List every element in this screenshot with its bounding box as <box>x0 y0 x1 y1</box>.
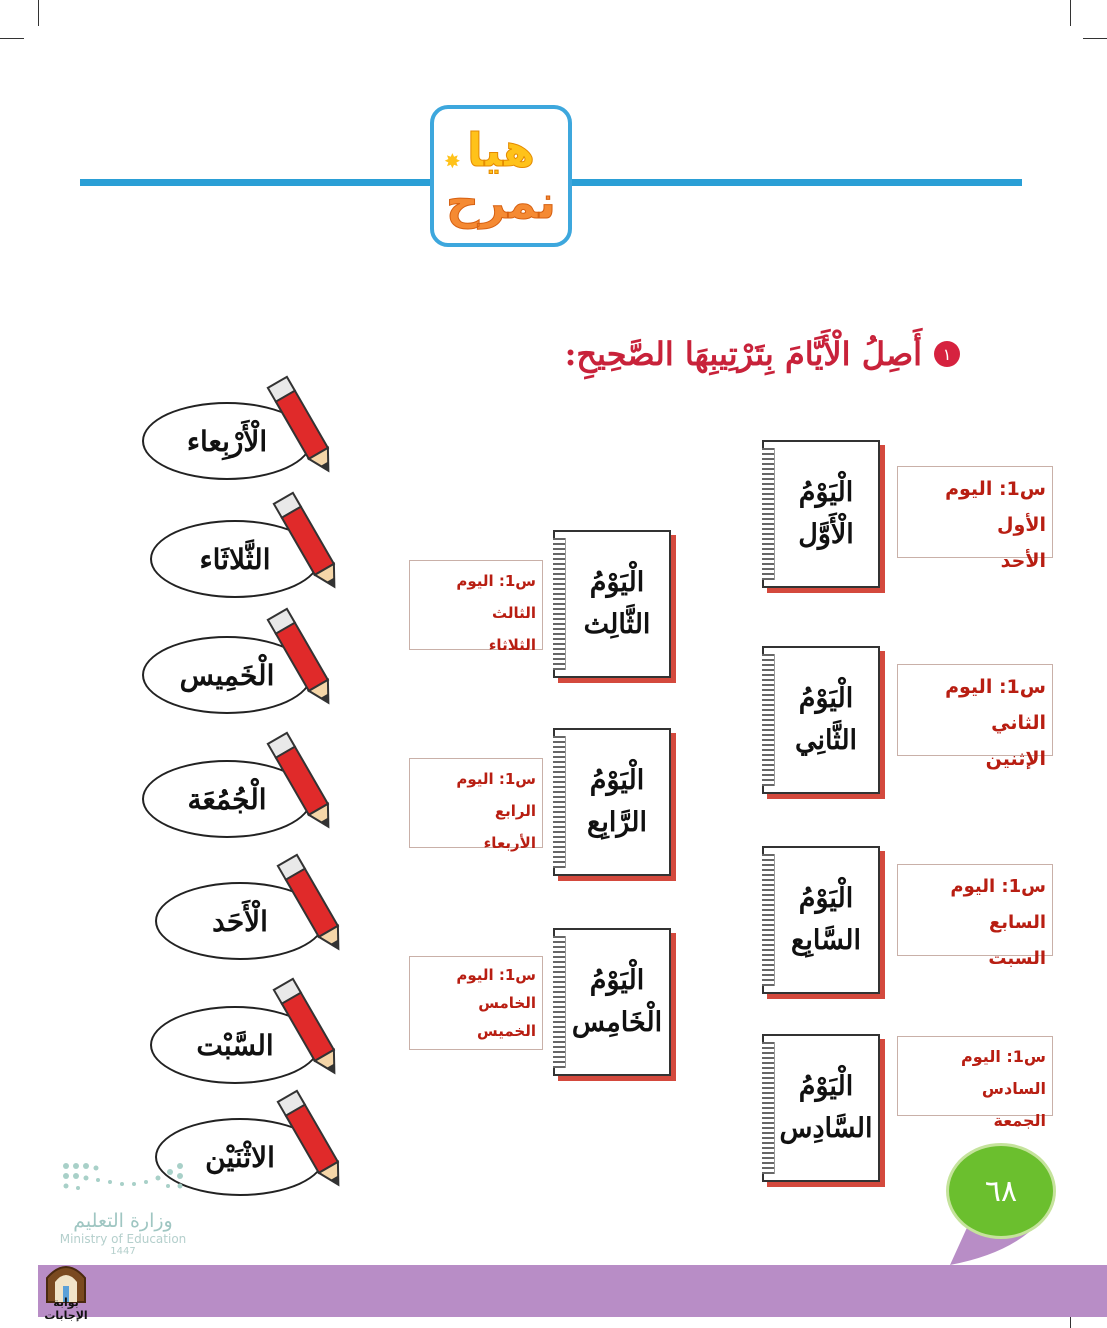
notebook-line1: الْيَوْمُ <box>589 765 645 797</box>
answer-box <box>897 664 1053 770</box>
watermark-text: بوابة الإجابات <box>44 1296 88 1322</box>
answer-box <box>897 466 1053 572</box>
notebook-day-second[interactable] <box>762 646 880 794</box>
ministry-english: Ministry of Education <box>59 1232 187 1246</box>
instruction <box>470 326 960 382</box>
answer-box <box>409 560 543 654</box>
answer-question: س1: اليوم الثالث <box>456 572 536 622</box>
pencil-icon <box>262 372 342 482</box>
crop-mark <box>0 38 24 39</box>
crop-mark <box>1070 0 1071 26</box>
spiral-binding <box>762 854 775 986</box>
day-oval[interactable]: الثَّلاثَاء <box>150 520 320 598</box>
notebook-line2: السَّادِس <box>779 1113 873 1144</box>
answer-question: س1: اليوم السادس <box>961 1047 1046 1098</box>
spiral-binding <box>553 736 566 868</box>
answer-value: الجمعة <box>993 1111 1046 1130</box>
spiral-binding <box>762 448 775 580</box>
notebook-day-first[interactable] <box>762 440 880 588</box>
watermark-logo <box>30 1258 102 1322</box>
dots-pattern-icon <box>58 1160 188 1200</box>
pencil-icon <box>268 974 348 1084</box>
crop-mark <box>38 0 39 26</box>
notebook-line2: الْخَامِس <box>571 1007 663 1038</box>
pencil-icon <box>262 728 342 838</box>
notebook-line1: الْيَوْمُ <box>589 567 645 599</box>
notebook-line1: الْيَوْمُ <box>589 965 645 997</box>
answer-question: س1: اليوم الأول <box>945 478 1046 536</box>
answer-value: الإثنين <box>985 748 1046 770</box>
notebook-day-third[interactable] <box>553 530 671 678</box>
notebook-line1: الْيَوْمُ <box>798 683 854 715</box>
notebook-line2: السَّابِع <box>791 925 861 956</box>
answer-question: س1: اليوم <box>456 966 536 984</box>
badge-line2: نمرح <box>446 175 556 229</box>
notebook-line1: الْيَوْمُ <box>798 1071 854 1103</box>
pencil-icon <box>268 488 348 598</box>
day-oval[interactable]: الْأَحَد <box>155 882 325 960</box>
notebook-line2: الرَّابِع <box>587 807 648 838</box>
pencil-icon <box>272 850 352 960</box>
answer-question: س1: اليوم السابع <box>950 876 1046 933</box>
spiral-binding <box>553 936 566 1068</box>
notebook-line2: الثَّالِث <box>583 609 651 640</box>
notebook-line2: الْأَوَّل <box>798 519 854 550</box>
notebook-line1: الْيَوْمُ <box>798 883 854 915</box>
badge-line1: هيا <box>467 123 535 177</box>
instruction-text: أَصِلُ الْأَيَّامَ بِتَرْتِيبِهَا الصَّحِيحِ: <box>564 335 922 373</box>
answer-value: الأحد <box>1000 550 1046 572</box>
answer-value: الخامس <box>478 994 536 1012</box>
day-oval[interactable]: الْأَرْبِعاء <box>142 402 312 480</box>
answer-value: الثلاثاء <box>488 636 536 654</box>
notebook-day-fifth[interactable] <box>553 928 671 1076</box>
ministry-year: 1447 <box>110 1246 136 1257</box>
spiral-binding <box>762 1042 775 1174</box>
page-number: ٦٨ <box>946 1143 1056 1239</box>
star-icon: ✸ <box>444 149 461 173</box>
header-line-right <box>570 179 1022 186</box>
answer-box <box>897 864 1053 969</box>
answer-box <box>409 956 543 1050</box>
notebook-line1: الْيَوْمُ <box>798 477 854 509</box>
day-oval[interactable]: الْجُمُعَة <box>142 760 312 838</box>
lets-play-badge <box>430 105 572 247</box>
notebook-day-sixth[interactable] <box>762 1034 880 1182</box>
header-line-left <box>80 179 432 186</box>
day-oval[interactable]: السَّبْت <box>150 1006 320 1084</box>
answer-value: الخميس <box>477 1022 536 1040</box>
notebook-line2: الثَّانِي <box>794 725 858 756</box>
answer-box <box>409 758 543 852</box>
pencil-icon <box>272 1086 352 1196</box>
day-oval[interactable]: الْخَمِيس <box>142 636 312 714</box>
answer-box <box>897 1036 1053 1130</box>
notebook-day-fourth[interactable] <box>553 728 671 876</box>
pencil-icon <box>262 604 342 714</box>
ministry-logo <box>58 1160 188 1265</box>
spiral-binding <box>762 654 775 786</box>
answer-value: السبت <box>988 948 1046 969</box>
answer-question: س1: اليوم الرابع <box>456 770 536 820</box>
answer-value: الأربعاء <box>483 834 536 852</box>
spiral-binding <box>553 538 566 670</box>
crop-mark <box>1083 38 1107 39</box>
ministry-arabic: وزارة التعليم <box>73 1210 173 1232</box>
day-oval[interactable]: الاثْنَيْن <box>155 1118 325 1196</box>
question-number: ١ <box>934 341 960 367</box>
answer-question: س1: اليوم الثاني <box>945 676 1046 734</box>
notebook-day-seventh[interactable] <box>762 846 880 994</box>
